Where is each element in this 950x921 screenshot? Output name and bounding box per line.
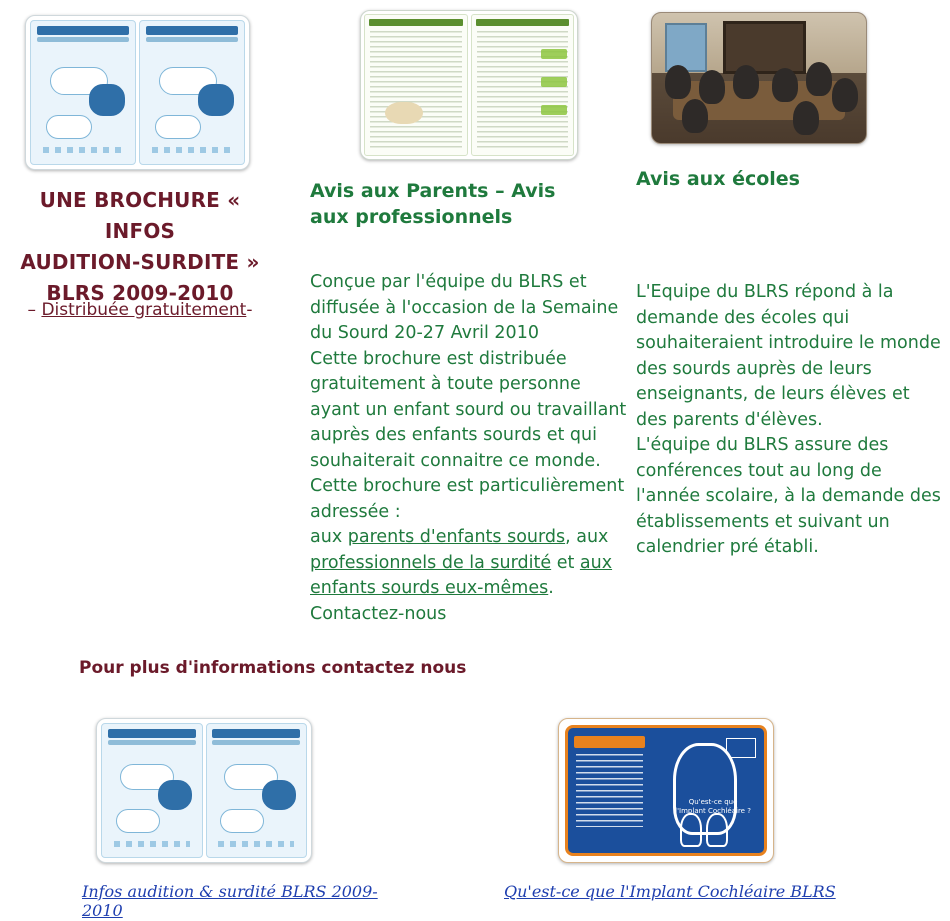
speech-bubble-small-icon xyxy=(116,809,160,833)
poster-orange-bar xyxy=(574,736,645,748)
implant-cochleaire-poster-thumbnail[interactable] xyxy=(558,718,774,863)
school-meeting-photo[interactable] xyxy=(651,12,867,144)
dot-row-decoration xyxy=(218,841,294,847)
flyer-text-lines xyxy=(370,31,462,149)
middle-addressed-line xyxy=(310,525,630,602)
poster-text-lines xyxy=(576,754,643,827)
right-column-body xyxy=(636,280,941,561)
flyer-sheet-right xyxy=(471,14,575,156)
flyer-illustration xyxy=(385,102,423,124)
flyer-header-band xyxy=(369,19,463,26)
photo-person xyxy=(733,65,759,99)
photo-person xyxy=(806,62,832,96)
poster-question-text: Qu'est-ce que l'Implant Cochléaire ? xyxy=(675,798,751,815)
middle-paragraph-1: Conçue par l'équipe du BLRS et diffusée à l'occasion de la Semaine du Sourd 20-27 Avril 2010 xyxy=(310,272,619,343)
flyer-green-badge xyxy=(541,49,567,59)
photo-person xyxy=(682,99,708,133)
addressed-mid-1: , aux xyxy=(565,527,609,547)
speech-bubble-blue-icon xyxy=(198,84,234,116)
page-header-band xyxy=(212,729,300,738)
addressed-prefix: aux xyxy=(310,527,348,547)
headline-line-1: UNE BROCHURE « INFOS xyxy=(39,188,241,243)
dot-row-decoration xyxy=(43,147,122,153)
link-professionnels-surdite[interactable]: professionnels de la surdité xyxy=(310,552,552,573)
speech-bubble-small-icon xyxy=(155,115,201,139)
right-paragraph-2: L'équipe du BLRS assure des conférences tout au long de l'année scolaire, à la demande des établissements et suivant un calendrier pré établi. xyxy=(636,435,941,557)
left-headline xyxy=(10,185,270,309)
link-parents-enfants-sourds[interactable]: parents d'enfants sourds xyxy=(347,527,566,547)
photo-window xyxy=(665,23,708,71)
kid-icon xyxy=(680,813,702,847)
page-subheader-band xyxy=(146,37,238,42)
flyer-sheet-left xyxy=(364,14,468,156)
middle-column-body xyxy=(310,270,630,627)
subline-underlined-text: Distribuée gratuitement xyxy=(41,300,247,320)
bottom-contact-heading: Pour plus d'informations contactez nous xyxy=(79,658,467,678)
brochure-thumbnail-top[interactable] xyxy=(25,15,250,170)
link-enfants-sourds-eux-memes[interactable]: aux enfants sourds eux-mêmes xyxy=(310,552,613,598)
headline-line-3: BLRS 2009-2010 xyxy=(46,281,234,305)
page-subheader-band xyxy=(108,740,196,745)
kid-icon xyxy=(706,813,728,847)
photo-person xyxy=(793,101,819,135)
speech-bubble-small-icon xyxy=(46,115,92,139)
addressed-suffix: . xyxy=(548,578,554,598)
addressed-mid-2: et xyxy=(551,552,580,573)
page-subheader-band xyxy=(212,740,300,745)
speech-bubble-blue-icon xyxy=(158,780,192,810)
brochure-page-right xyxy=(139,20,245,165)
middle-paragraph-3: Cette brochure est particulièrement adressée : xyxy=(310,476,625,522)
flyers-thumbnail[interactable] xyxy=(360,10,578,160)
photo-person xyxy=(699,70,725,104)
flyer-header-band xyxy=(476,19,570,26)
photo-person xyxy=(832,78,858,112)
middle-closing-line: Contactez-nous xyxy=(310,603,447,624)
bottom-brochure-thumbnail[interactable] xyxy=(96,718,312,863)
page-header-band xyxy=(37,26,129,35)
dot-row-decoration xyxy=(114,841,190,847)
subline-suffix: - xyxy=(246,300,253,320)
right-column-title: Avis aux écoles xyxy=(636,168,800,190)
page-subheader-band xyxy=(37,37,129,42)
speech-bubble-blue-icon xyxy=(262,780,296,810)
subline-prefix: – xyxy=(27,300,42,320)
left-subline xyxy=(10,300,270,320)
flyer-green-badge xyxy=(541,77,567,87)
bottom-caption-brochure[interactable]: Infos audition & surdité BLRS 2009-2010 xyxy=(82,882,378,920)
brochure-page-left xyxy=(30,20,136,165)
speech-bubble-small-icon xyxy=(220,809,264,833)
headline-line-2: AUDITION-SURDITE » xyxy=(20,250,260,274)
middle-column-title: Avis aux Parents – Avis aux professionnels xyxy=(310,180,556,228)
brochure-page-left xyxy=(101,723,203,858)
poster-inner xyxy=(565,725,767,856)
photo-person xyxy=(772,68,798,102)
speech-bubble-blue-icon xyxy=(89,84,125,116)
kids-illustration xyxy=(680,813,740,847)
bottom-caption-implant[interactable]: Qu'est-ce que l'Implant Cochléaire BLRS xyxy=(504,882,836,901)
right-paragraph-1: L'Equipe du BLRS répond à la demande des écoles qui souhaiteraient introduire le monde des sourds auprès de leurs enseignants, de leurs élèves et des parents d'élèves. xyxy=(636,282,941,430)
dot-row-decoration xyxy=(152,147,231,153)
page-header-band xyxy=(146,26,238,35)
photo-person xyxy=(665,65,691,99)
flyer-green-badge xyxy=(541,105,567,115)
page-header-band xyxy=(108,729,196,738)
middle-paragraph-2: Cette brochure est distribuée gratuitement à toute personne ayant un enfant sourd ou travaillant auprès des enfants sourds et qui souhaiterait connaitre ce monde. xyxy=(310,348,627,471)
brochure-page-right xyxy=(206,723,308,858)
photo-board xyxy=(723,21,806,74)
